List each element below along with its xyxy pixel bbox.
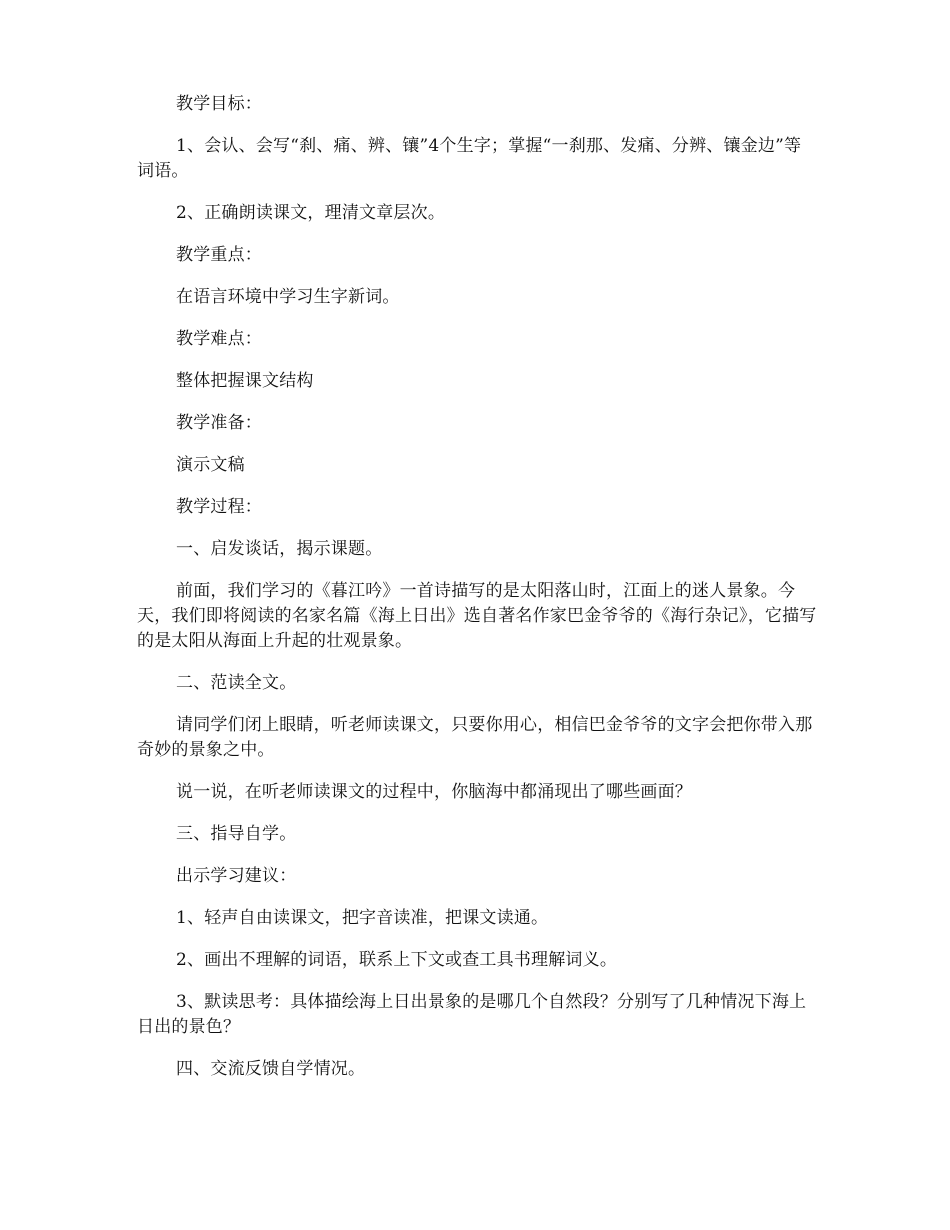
heading-teaching-goals: 教学目标： (176, 94, 262, 114)
heading-teaching-difficulty: 教学难点： (176, 329, 262, 349)
process-step-1: 一、启发谈话，揭示课题。 (176, 539, 383, 559)
heading-teaching-preparation: 教学准备： (176, 413, 262, 433)
process-step-3: 三、指导自学。 (176, 824, 297, 844)
process-step-2-question: 说一说，在听老师读课文的过程中，你脑海中都涌现出了哪些画面？ (176, 782, 692, 802)
process-step-2: 二、范读全文。 (176, 673, 297, 693)
document-body (137, 92, 817, 1099)
study-suggestions-heading: 出示学习建议： (176, 866, 297, 886)
goal-item-1: 1、会认、会写“刹、痛、辨、镶”4个生字；掌握“一刹那、发痛、分辨、镶金边”等词语。 (137, 136, 802, 181)
process-step-4: 四、交流反馈自学情况。 (176, 1059, 366, 1079)
heading-teaching-focus: 教学重点： (176, 245, 262, 265)
goal-item-2: 2、正确朗读课文，理清文章层次。 (176, 203, 446, 223)
study-suggestion-1: 1、轻声自由读课文，把字音读准，把课文读通。 (176, 908, 549, 928)
heading-teaching-process: 教学过程： (176, 497, 262, 517)
teaching-preparation-text: 演示文稿 (176, 455, 245, 475)
study-suggestion-3: 3、默读思考：具体描绘海上日出景象的是哪几个自然段？分别写了几种情况下海上日出的景色？ (137, 992, 807, 1037)
process-step-1-text: 前面，我们学习的《暮江吟》一首诗描写的是太阳落山时，江面上的迷人景象。今天，我们即将阅读的名家名篇《海上日出》选自著名作家巴金爷爷的《海行杂记》，它描写的是太阳从海面上升起的壮观景象。 (137, 581, 817, 651)
study-suggestion-2: 2、画出不理解的词语，联系上下文或查工具书理解词义。 (176, 950, 618, 970)
teaching-focus-text: 在语言环境中学习生字新词。 (176, 287, 400, 307)
teaching-difficulty-text: 整体把握课文结构 (176, 371, 314, 391)
process-step-2-text: 请同学们闭上眼睛，听老师读课文，只要你用心，相信巴金爷爷的文字会把你带入那奇妙的景象之中。 (137, 715, 813, 760)
